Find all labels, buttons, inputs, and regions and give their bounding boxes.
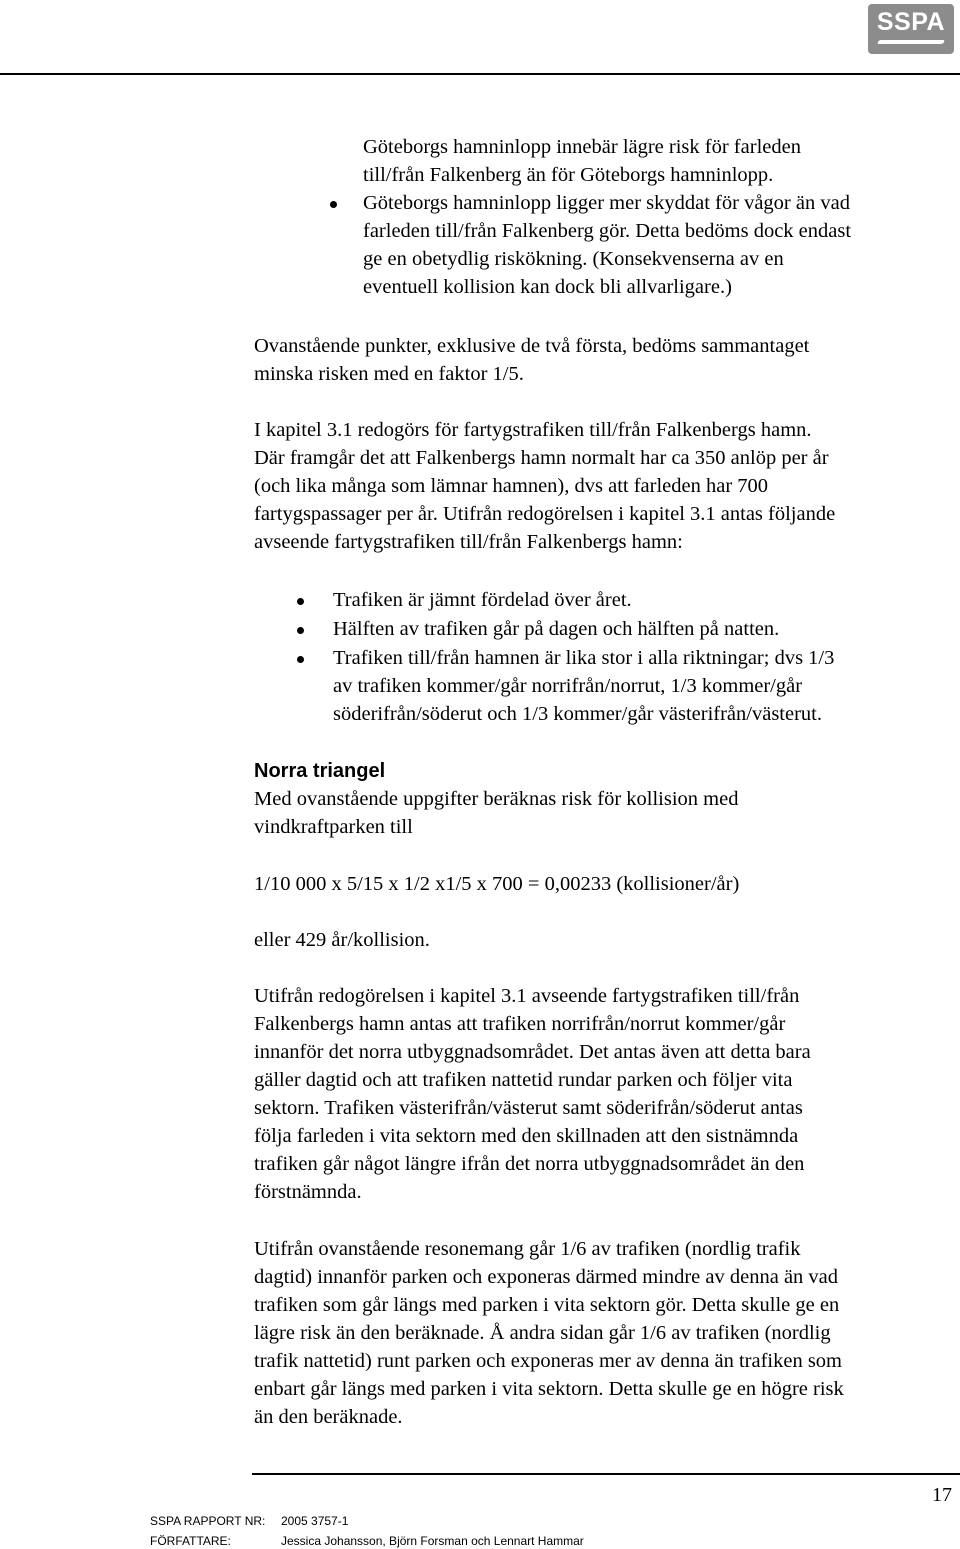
report-number: 2005 3757-1 <box>281 1514 349 1528</box>
page-number: 17 <box>932 1484 952 1506</box>
intro-line-1: Göteborgs hamninlopp innebär lägre risk för farleden <box>363 136 801 158</box>
reasoning-line-5: trafik nattetid) runt parken och exponeras mer av denna än trafiken som <box>254 1350 843 1372</box>
result: eller 429 år/kollision. <box>254 929 430 951</box>
north-line-1: Utifrån redogörelsen i kapitel 3.1 avseende fartygstrafiken till/från <box>254 985 800 1007</box>
logo-text: SSPA <box>876 8 946 36</box>
reasoning-line-3: trafiken som går längs med parken i vita sektorn gör. Detta skulle ge en <box>254 1294 840 1316</box>
bullet-line-4: eventuell kollision kan dock bli allvarligare.) <box>363 276 732 298</box>
bullet-icon <box>297 598 304 605</box>
summary-line-2: minska risken med en faktor 1/5. <box>254 363 524 385</box>
traffic-line-5: avseende fartygstrafiken till/från Falkenbergs hamn: <box>254 531 683 553</box>
traffic-line-3: (och lika många som lämnar hamnen), dvs att farleden har 700 <box>254 475 769 497</box>
assumption-1: Trafiken är jämnt fördelad över året. <box>333 589 632 611</box>
author-names: Jessica Johansson, Björn Forsman och Lennart Hammar <box>281 1534 584 1548</box>
reasoning-line-2: dagtid) innanför parken och exponeras därmed mindre av denna än vad <box>254 1266 839 1288</box>
bullet-icon <box>330 201 337 208</box>
bullet-line-1: Göteborgs hamninlopp ligger mer skyddat för vågor än vad <box>363 192 850 214</box>
north-line-3: innanför det norra utbyggnadsområdet. Det antas även att detta bara <box>254 1041 811 1063</box>
bullet-line-2: farleden till/från Falkenberg gör. Detta bedöms dock endast <box>363 220 852 242</box>
north-line-4: gäller dagtid och att trafiken nattetid rundar parken och följer vita <box>254 1069 793 1091</box>
assumption-3-line-1: Trafiken till/från hamnen är lika stor i alla riktningar; dvs 1/3 <box>333 647 835 669</box>
section-heading: Norra triangel <box>254 760 386 782</box>
reasoning-line-1: Utifrån ovanstående resonemang går 1/6 av trafiken (nordlig trafik <box>254 1238 801 1260</box>
north-line-8: förstnämnda. <box>254 1181 362 1203</box>
north-line-7: trafiken går något längre ifrån det norra utbyggnadsområdet än den <box>254 1153 805 1175</box>
logo-swoosh <box>877 40 945 44</box>
formula: 1/10 000 x 5/15 x 1/2 x1/5 x 700 = 0,00233 (kollisioner/år) <box>254 873 740 895</box>
footer-divider <box>252 1473 960 1475</box>
calc-intro-line-2: vindkraftparken till <box>254 816 413 838</box>
author-label: FÖRFATTARE: <box>150 1534 231 1548</box>
north-line-5: sektorn. Trafiken västerifrån/västerut samt söderifrån/söderut antas <box>254 1097 803 1119</box>
intro-line-2: till/från Falkenberg än för Göteborgs hamninlopp. <box>363 164 774 186</box>
assumption-3-line-2: av trafiken kommer/går norrifrån/norrut, 1/3 kommer/går <box>333 675 803 697</box>
header-divider <box>0 73 960 75</box>
sspa-logo <box>868 4 954 54</box>
bullet-line-3: ge en obetydlig riskökning. (Konsekvenserna av en <box>363 248 784 270</box>
reasoning-line-4: lägre risk än den beräknade. Å andra sidan går 1/6 av trafiken (nordlig <box>254 1322 831 1344</box>
traffic-line-4: fartygspassager per år. Utifrån redogörelsen i kapitel 3.1 antas följande <box>254 503 836 525</box>
bullet-icon <box>297 627 304 634</box>
north-line-2: Falkenbergs hamn antas att trafiken norrifrån/norrut kommer/går <box>254 1013 786 1035</box>
report-label: SSPA RAPPORT NR: <box>150 1514 266 1528</box>
traffic-line-1: I kapitel 3.1 redogörs för fartygstrafiken till/från Falkenbergs hamn. <box>254 419 812 441</box>
north-line-6: följa farleden i vita sektorn med den skillnaden att den sistnämnda <box>254 1125 799 1147</box>
calc-intro-line-1: Med ovanstående uppgifter beräknas risk för kollision med <box>254 788 739 810</box>
bullet-icon <box>297 656 304 663</box>
assumption-2: Hälften av trafiken går på dagen och hälften på natten. <box>333 618 780 640</box>
reasoning-line-7: än den beräknade. <box>254 1406 403 1428</box>
assumption-3-line-3: söderifrån/söderut och 1/3 kommer/går västerifrån/västerut. <box>333 703 822 725</box>
traffic-line-2: Där framgår det att Falkenbergs hamn normalt har ca 350 anlöp per år <box>254 447 829 469</box>
summary-line-1: Ovanstående punkter, exklusive de två första, bedöms sammantaget <box>254 335 810 357</box>
reasoning-line-6: enbart går längs med parken i vita sektorn. Detta skulle ge en högre risk <box>254 1378 844 1400</box>
